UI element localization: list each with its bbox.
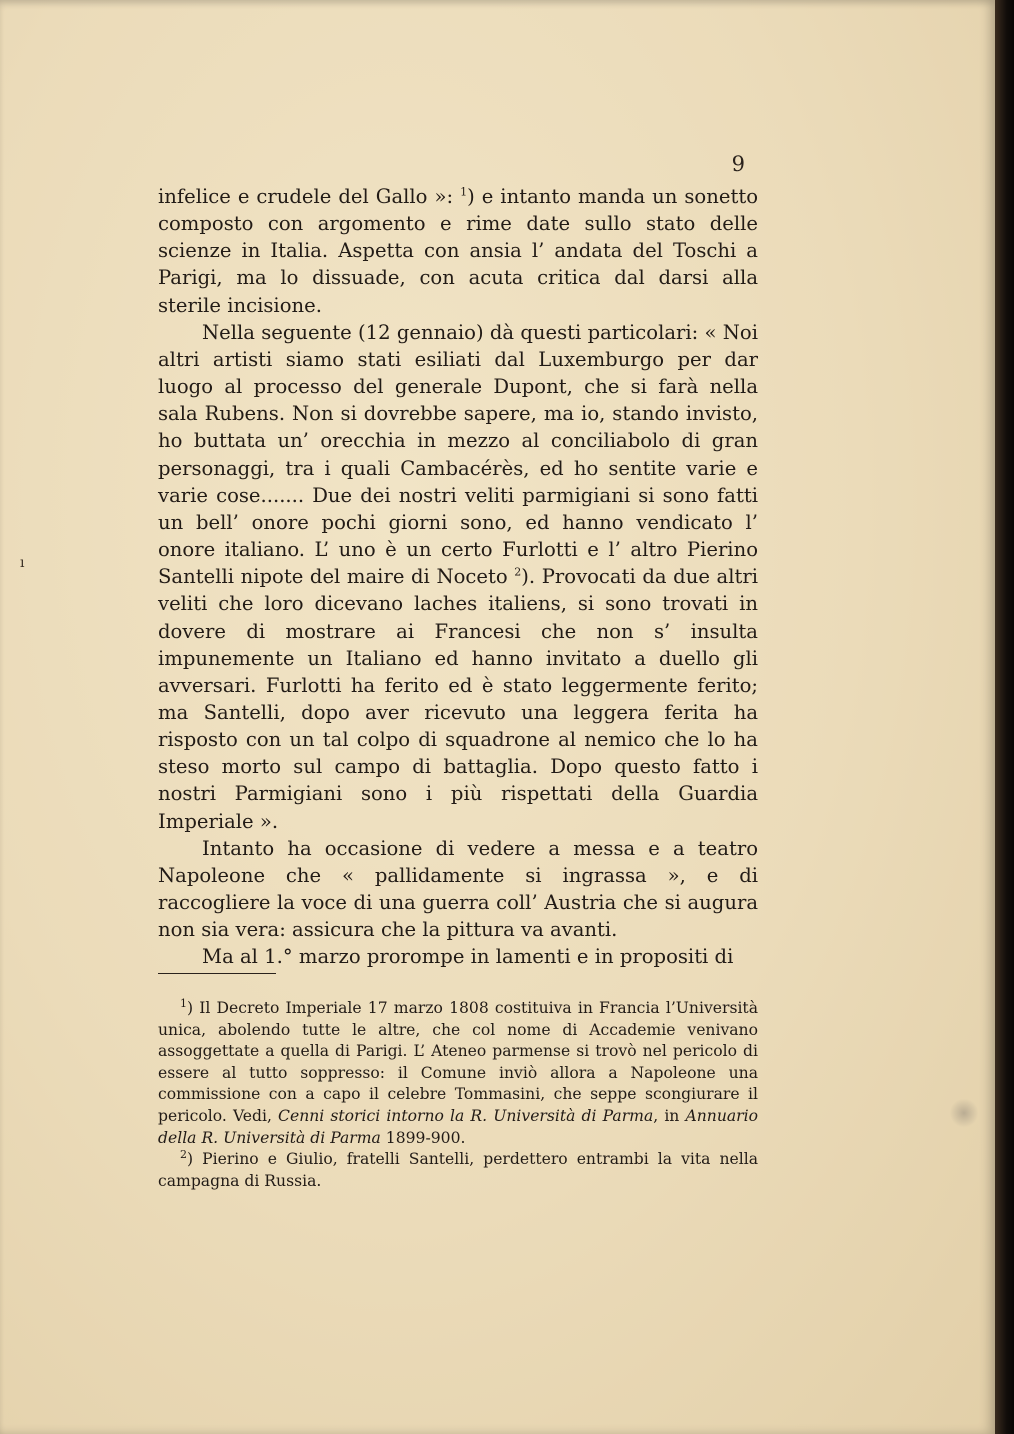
scan-edge — [995, 0, 1014, 1434]
footnote-1-title-b: Annuario della R. Università di Parma — [158, 1106, 758, 1147]
footnote-1-mark: 1 — [180, 996, 187, 1010]
paragraph-1-text-b: ) e intanto manda un sonetto composto con argomento e rime date sullo stato delle scienze in Italia. Aspetta con ansia l’ andata del Toschi a Parigi, ma lo dissuade, con acuta critica dal darsi alla sterile incisione. — [158, 185, 758, 317]
footnotes — [158, 998, 758, 1192]
footnote-ref-1: 1 — [460, 185, 468, 199]
footnote-2 — [158, 1149, 758, 1192]
footnote-ref-2: 2 — [514, 565, 522, 579]
footnote-1-text-a: ) Il Decreto Imperiale 17 marzo 1808 costituiva in Francia l’Università unica, abolendo tutte le altre, che col nome di Accademie venivano assoggettate a quella di Parigi. L’ Ateneo parmense si trovò nel pericolo di essere al tutto soppresso: il Comune inviò allora a Napoleone una commissione con a capo il celebre Tommasini, che seppe scongiurare il pericolo. Vedi, — [158, 999, 758, 1125]
paragraph-1 — [158, 183, 758, 319]
footnote-2-mark: 2 — [180, 1147, 187, 1161]
paragraph-2 — [158, 319, 758, 835]
paper-stain — [950, 1098, 978, 1128]
footnote-2-text: ) Pierino e Giulio, fratelli Santelli, perdettero entrambi la vita nella campagna di Russia. — [158, 1150, 758, 1190]
paragraph-2-text-b: ). Provocati da due altri veliti che loro dicevano laches italiens, si sono trovati in dovere di mostrare ai Francesi che non s’ insulta impunemente un Italiano ed hanno invitato a duello gli avversari. Furlotti ha ferito ed è stato leggermente ferito; ma Santelli, dopo aver ricevuto una leggera ferita ha risposto con un tal colpo di squadrone al nemico che lo ha steso morto sul campo di battaglia. Dopo questo fatto i nostri Parmigiani sono i più rispettati della Guardia Imperiale ». — [158, 565, 758, 833]
page-number: 9 — [731, 152, 745, 176]
footnote-divider — [158, 973, 276, 974]
margin-mark-tick: ı — [20, 555, 25, 571]
paragraph-4: Ma al 1.° marzo prorompe in lamenti e in propositi di — [202, 945, 734, 969]
footnote-1-text-c: 1899-900. — [380, 1128, 466, 1147]
footnote-1 — [158, 998, 758, 1149]
paragraph-1-text-a: infelice e crudele del Gallo »: — [158, 185, 461, 208]
paragraph-3: Intanto ha occasione di vedere a messa e a teatro Napoleone che « pallidamente si ingrassa », e di raccogliere la voce di una guerra coll’ Austria che si augura non sia vera: assicura che la pittura va avanti. — [158, 836, 758, 942]
footnote-1-title-a: Cenni storici intorno la R. Università di Parma — [278, 1106, 654, 1125]
paragraph-2-text-a: Nella seguente (12 gennaio) dà questi particolari: « Noi altri artisti siamo stati esiliati dal Luxemburgo per dar luogo al processo del generale Dupont, che si farà nella sala Rubens. Non si dovrebbe sapere, ma io, stando invisto, ho buttata un’ orecchia in mezzo al conciliabolo di gran personaggi, tra i quali Cambacérès, ed ho sentite varie e varie cose....... Due dei nostri veliti parmigiani si sono fatti un bell’ onore pochi giorni sono, ed hanno vendicato l’ onore italiano. L’ uno è un certo Furlotti e l’ altro Pierino Santelli nipote del maire di Noceto — [158, 320, 758, 589]
main-text — [158, 183, 758, 971]
footnote-1-text-b: , in — [653, 1106, 686, 1125]
